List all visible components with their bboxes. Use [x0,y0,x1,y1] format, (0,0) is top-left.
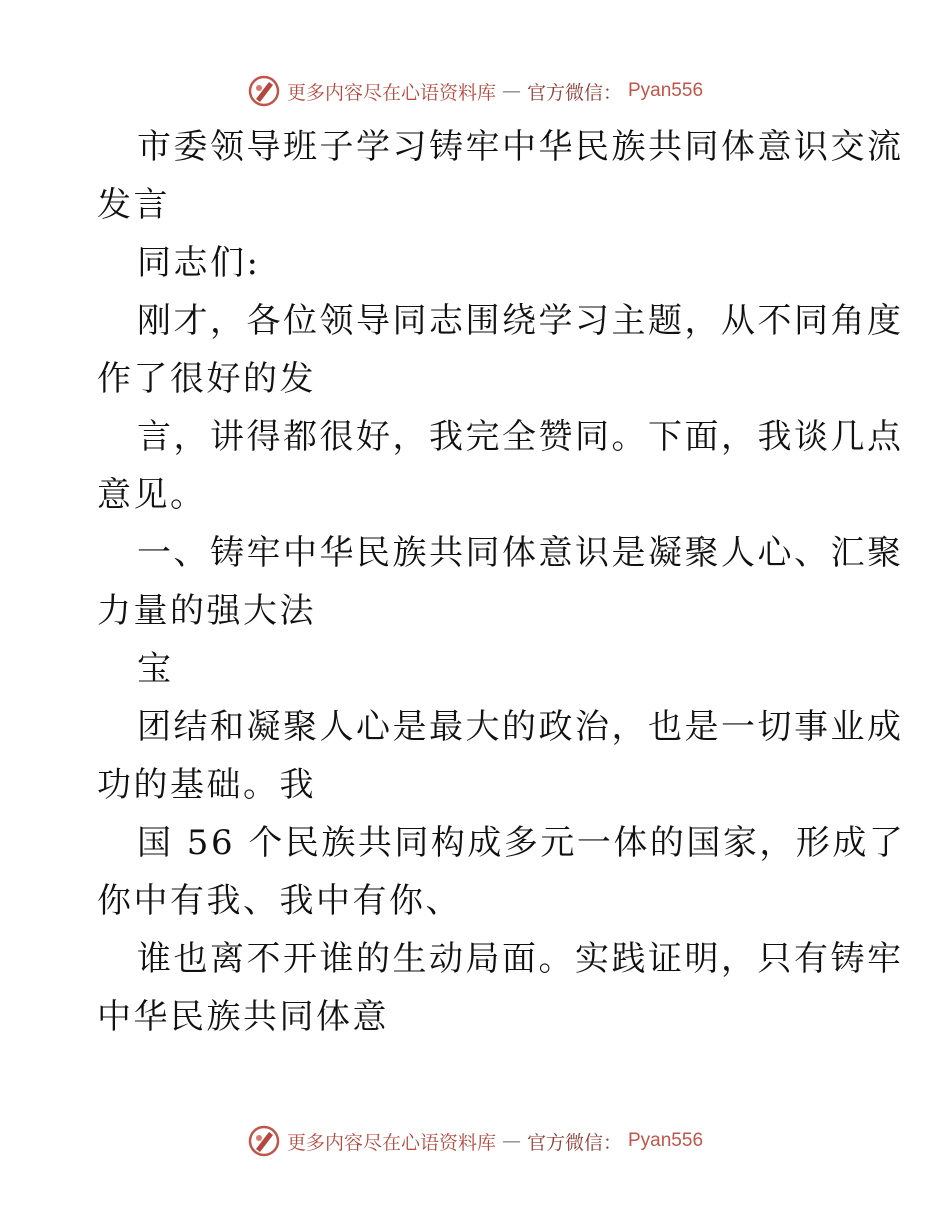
text-line: 发言 [97,185,170,225]
watermark-wechat-label: 官方微信： [526,81,622,104]
text-line: 同志们: [137,243,261,283]
header-watermark [0,74,950,108]
text-line: 功的基础。我 [97,765,316,805]
document-body [97,118,906,1046]
watermark-text: 更多内容尽在心语资料库 [286,1131,496,1154]
watermark-wechat-id: Pyan556 [628,1130,704,1151]
text-line: 作了很好的发 [97,359,316,399]
text-line: 你中有我、我中有你、 [97,881,462,921]
watermark-text: 更多内容尽在心语资料库 [286,81,496,104]
text-line: 一、铸牢中华民族共同体意识是凝聚人心、汇聚 [137,533,904,573]
pen-logo-icon [247,1124,281,1158]
text-line: 言，讲得都很好，我完全赞同。下面，我谈几点 [137,417,904,457]
watermark-wechat-id: Pyan556 [628,80,704,101]
text-line: 团结和凝聚人心是最大的政治，也是一切事业成 [137,707,904,747]
watermark-wechat-label: 官方微信： [526,1131,622,1154]
text-line: 宝 [137,649,174,689]
watermark-separator: — [501,80,521,102]
text-line: 市委领导班子学习铸牢中华民族共同体意识交流 [137,127,904,167]
text-line: 中华民族共同体意 [97,997,389,1037]
pen-logo-icon [247,74,281,108]
text-line: 力量的强大法 [97,591,316,631]
text-line: 谁也离不开谁的生动局面。实践证明，只有铸牢 [137,939,904,979]
text-line: 刚才，各位领导同志围绕学习主题，从不同角度 [137,301,904,341]
text-line: 国 56 个民族共同构成多元一体的国家，形成了 [137,823,906,863]
text-line: 意见。 [97,475,207,515]
footer-watermark [0,1124,950,1158]
watermark-separator: — [501,1130,521,1152]
